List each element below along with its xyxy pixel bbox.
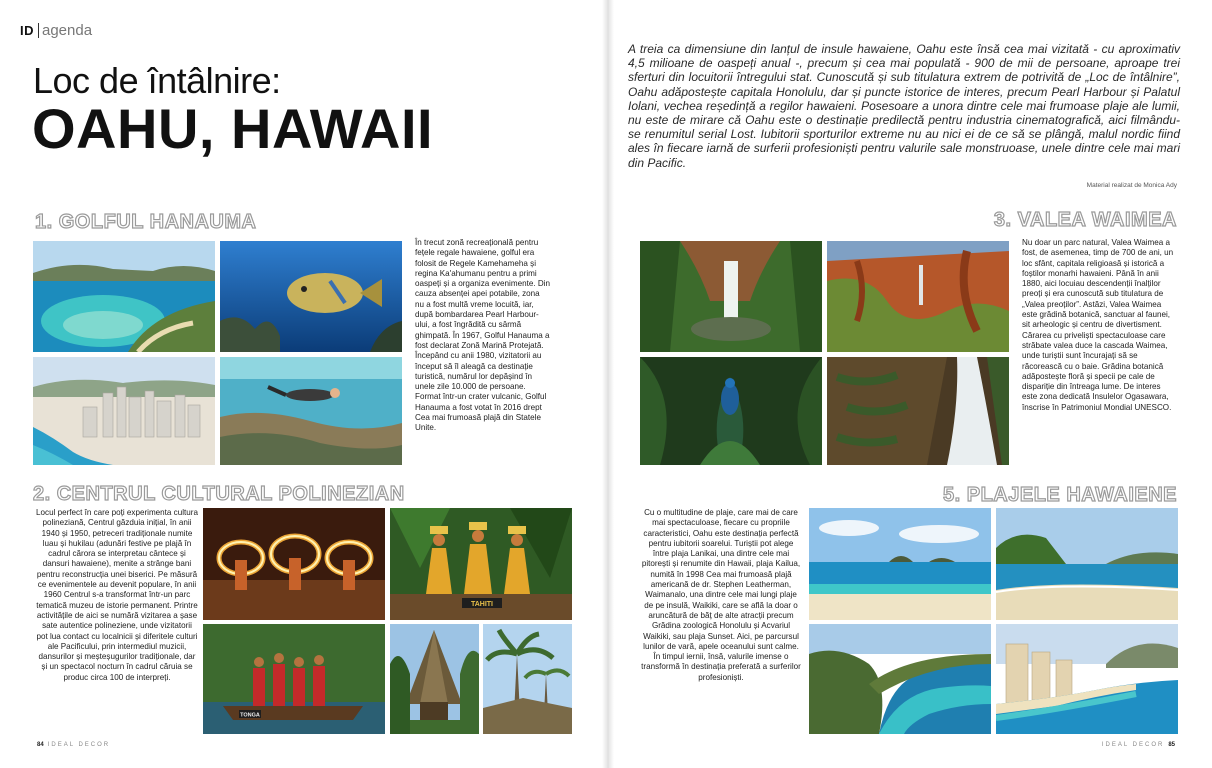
- section-heading-beaches: 5. PLAJELE HAWAIENE: [943, 484, 1177, 506]
- hanauma-text: În trecut zonă recreațională pentru fețele regale hawaiene, golful era folosit de Regele Kamehameha și regina Ka'ahumanu pentru a primi oaspeți și a organiza evenimente. Din cauza absenței apei potabile, zona nu a fost multă vreme locuită, iar, după bombardarea Pearl Harbour-ului, a fost îngrădită cu sârmă ghimpată. În 1967, Golful Hanauma a fost declarat Zonă Marină Protejată. Începând cu anii 1980, vizitatorii au început să îl aleagă ca destinație turistică, numărul lor depășind în unele zile 10.000 de persoane. Format într-un crater vulcanic, Golful Hanauma a fost votat în 2016 drept Cea mai frumoasă plajă din Statele Unite.: [415, 238, 550, 433]
- photo-waimea-falls: [640, 241, 822, 352]
- photo-reef-fish: [220, 241, 402, 352]
- photo-thatched-hut: [390, 624, 479, 734]
- magazine-name-left: IDEAL DECOR: [47, 742, 111, 748]
- section-name: agenda: [42, 22, 93, 39]
- polynesian-text: Locul perfect în care poți experimenta cultura polineziană, Centrul găzduia inițial, în anii 1940 și 1950, petreceri tradiționale numite luau și hukilau (adunări festive pe plajă în cadrul cărora se interpretau cântece și dansuri hawaiene), menite a strânge bani pentru reconstrucția unei biserici. Pe măsură ce evenimentele au devenit populare, în anii 1960 Centrul s-a transformat într-un parc tematică muzeu de istorie permanent. Printre activitățile de aici se numără vizitarea a șase sate autentice polineziene, unde vizitatorii pot lua contact cu localnicii și diferitele culturi ale Pacificului, prin intermediul muzicii, dansurilor și meșteșugurilor tradiționale, dar și un spectacol nocturn în cadrul căruia se produc circa 100 de interpreți.: [36, 508, 198, 682]
- photo-waimea-canyon: [827, 241, 1009, 352]
- footer-right: [1102, 742, 1179, 748]
- page-number-left: 84: [37, 742, 44, 748]
- footer-left: [33, 742, 110, 748]
- page-title: OAHU, HAWAII: [32, 97, 434, 160]
- section-heading-polynesian: 2. CENTRUL CULTURAL POLINEZIAN: [33, 483, 405, 505]
- photo-lanikai-beach: [809, 508, 991, 620]
- intro-paragraph: A treia ca dimensiune din lanțul de insule hawaiene, Oahu este însă cea mai vizitată - cu aproximativ 4,5 milioane de oaspeți anual -, precum și cea mai populată - 900 de mii de persoane, aproape trei sferturi din locuitorii întregului stat. Cunoscută și sub titulatura extrem de potrivită de „Loc de întâlnire”, Oahu adăpostește capitala Honolulu, dar și puncte istorice de interes, precum Pearl Harbour și Palatul Iolani, vechea reședință a regilor hawaieni. Posesoare a unora dintre cele mai frumoase plaje ale lumii, nu este de mirare că Oahu este o destinație predilectă pentru industria cinematografică, aici filmându-se renumitul serial Lost. Iubitorii sporturilor extreme nu au nici ei de ce să se plângă, malul nordic fiind ales în fiecare iarnă de surferii profesioniști pentru valurile sale monstruoase, unele dintre cele mai mari din Pacific.: [628, 42, 1180, 170]
- photo-hanauma-bay: [33, 241, 215, 352]
- page-gutter: [602, 0, 614, 768]
- photo-waikiki-hotels: [996, 624, 1178, 734]
- page-number-right: 85: [1168, 742, 1175, 748]
- photo-fire-dancers: [203, 508, 385, 620]
- photo-canoe-pageant: [203, 624, 385, 734]
- photo-kailua-beach: [996, 508, 1178, 620]
- photo-palm-village: [483, 624, 572, 734]
- tag-divider: [38, 23, 39, 38]
- section-id: ID: [20, 23, 34, 38]
- photo-snorkeler: [220, 357, 402, 465]
- section-tag: [20, 22, 92, 39]
- tahiti-sign: TAHITI: [470, 601, 494, 608]
- photo-tahiti-dancers: [390, 508, 572, 620]
- section-heading-waimea: 3. VALEA WAIMEA: [993, 209, 1177, 231]
- photo-waterfall-cliff: [827, 357, 1009, 465]
- photo-honolulu-skyline: [33, 357, 215, 465]
- magazine-name-right: IDEAL DECOR: [1101, 742, 1165, 748]
- page-subtitle: Loc de întâlnire:: [33, 60, 281, 101]
- author-credit: Material realizat de Monica Ady: [1086, 182, 1177, 189]
- beaches-text: Cu o multitudine de plaje, care mai de care mai spectaculoase, fiecare cu propriile caracteristici, Oahu este destinația perfectă pentru iubitorii soarelui. Turiștii pot alege între plaja Lanikai, una dintre cele mai pitorești și renumite din Hawaii, plaja Kailua, numită în 1998 Cea mai frumoasă plajă americană de dr. Stephen Leatherman, Waimanalo, una dintre cele mai lungi plaje de pe insulă, Waikiki, care se află la doar o aruncătură de băț de alte atracții precum Grădina zoologică Honolulu și Acvariul Waikiki, sau plaja Sunset. Aici, pe parcursul lunilor de vară, apele oceanului sunt calme. În timpul iernii, însă, valurile imense o transformă în destinația preferată a surferilor profesioniști.: [641, 508, 801, 682]
- photo-coastal-cliffs: [809, 624, 991, 734]
- waimea-text: Nu doar un parc natural, Valea Waimea a fost, de asemenea, timp de 700 de ani, un loc sfânt, capitala religioasă și istorică a foștilor monarhi hawaieni. Până în anii 1880, aici locuiau descendenții înalților preoți și era cunoscută sub titulatura de „Valea preoților”. Astăzi, Valea Waimea este grădină botanică, sanctuar al faunei, sit arheologic și centru de divertisment. Cărarea cu priveliști spectaculoase care străbate valea duce la cascada Waimea, unde turiștii sunt încurajați să se răcorească cu o baie. Grădina botanică adăpostește floră și specii pe cale de dispariție din întreaga lume. De interes este zona dedicată Insulelor Ogasawara, înscrise în Patrimoniul Mondial UNESCO.: [1022, 238, 1174, 412]
- section-heading-hanauma: 1. GOLFUL HANAUMA: [35, 211, 257, 233]
- tonga-sign: TONGA: [240, 712, 260, 719]
- photo-peacock: [640, 357, 822, 465]
